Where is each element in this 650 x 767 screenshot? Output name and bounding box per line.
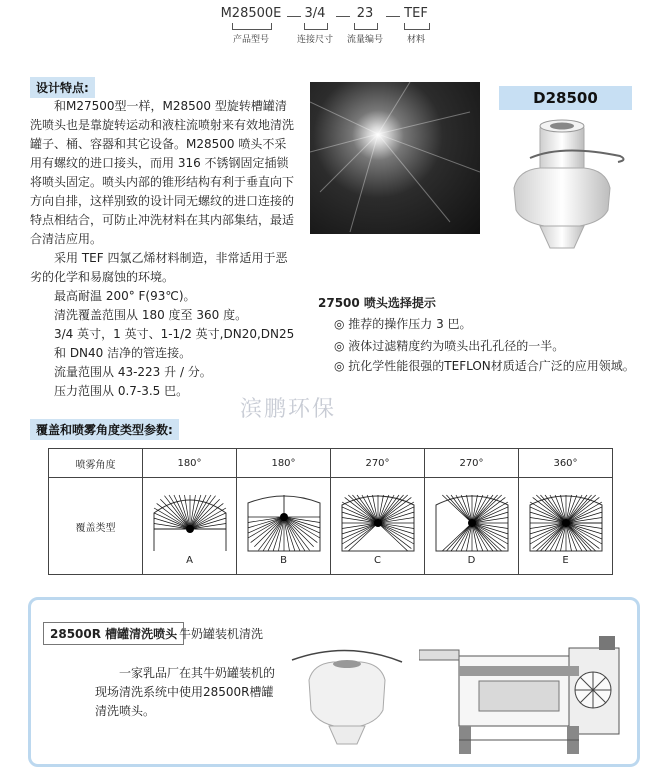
application-nozzle-drawing — [287, 640, 407, 755]
coverage-pattern-d — [434, 493, 510, 553]
spec-line: 压力范围从 0.7-3.5 巴。 — [54, 384, 189, 398]
type-cell — [237, 478, 331, 575]
filling-machine-drawing — [419, 636, 629, 758]
type-cell — [425, 478, 519, 575]
spec-line: 流量范围从 43-223 升 / 分。 — [54, 365, 212, 379]
type-cell — [331, 478, 425, 575]
type-row — [49, 478, 613, 575]
nozzle-drawing — [500, 118, 635, 258]
material-code: TEF — [404, 6, 428, 21]
coverage-pattern-c — [340, 493, 416, 553]
tip-item: ◎ 推荐的操作压力 3 巴。 — [334, 317, 472, 331]
filling-machine-image — [419, 636, 629, 758]
design-paragraph: 和M27500型一样，M28500 型旋转槽罐清洗喷头也是靠旋转运动和液柱流喷射来有效地清洗罐子、桶、容器和其它设备。M28500 喷头不采用有螺纹的进口接头，而用 316 不锈钢固定插锁将喷头固定。喷头内部的锥形结构有利于垂直向下方向自排，这样别致的设计同无螺纹的进口连接的特点相结合，可防止冲洗材料在其内部集结，最适合清洁应用。 — [30, 99, 295, 246]
row-label-type: 覆盖类型 — [49, 478, 143, 575]
coverage-pattern-b — [246, 493, 322, 553]
code-label-material: 材料 — [406, 35, 425, 45]
model-code: M28500E — [220, 6, 282, 21]
selection-tips — [318, 294, 638, 376]
type-letter: C — [374, 554, 381, 566]
type-letter: E — [562, 554, 569, 566]
angle-cell: 180° — [143, 449, 237, 478]
coverage-table — [48, 448, 613, 575]
type-cell — [143, 478, 237, 575]
coverage-pattern-e — [528, 493, 604, 553]
code-label-size: 连接尺寸 — [296, 35, 333, 45]
code-bracket — [404, 23, 430, 30]
type-letter: B — [280, 554, 287, 566]
type-cell — [519, 478, 613, 575]
application-title: 28500R 槽罐清洗喷头 — [43, 622, 184, 645]
code-bracket — [232, 23, 272, 30]
spray-streaks-image — [310, 82, 480, 234]
spray-photo — [310, 82, 480, 234]
application-nozzle-image — [287, 640, 407, 755]
code-separator — [386, 16, 400, 17]
design-heading: 设计特点: — [30, 77, 95, 98]
type-letter: D — [467, 554, 476, 566]
coverage-heading: 覆盖和喷雾角度类型参数: — [30, 419, 179, 440]
angle-cell: 270° — [425, 449, 519, 478]
design-text — [30, 97, 298, 401]
code-bracket — [304, 23, 328, 30]
tip-item: ◎ 液体过滤精度约为喷头出孔孔径的一半。 — [334, 339, 565, 353]
coverage-pattern-a — [152, 493, 228, 553]
product-title: D28500 — [499, 86, 632, 110]
design-paragraph: 采用 TEF 四氯乙烯材料制造，非常适用于恶劣的化学和易腐蚀的环境。 — [30, 251, 288, 284]
spec-line: 最高耐温 200° F(93℃)。 — [54, 289, 196, 303]
application-panel — [28, 597, 640, 767]
code-bracket — [354, 23, 378, 30]
code-label-model: 产品型号 — [232, 35, 269, 45]
code-separator — [336, 16, 350, 17]
angle-cell: 360° — [519, 449, 613, 478]
nozzle-image — [500, 118, 635, 258]
angle-cell: 180° — [237, 449, 331, 478]
code-label-flow: 流量编号 — [346, 35, 383, 45]
application-subtitle: 牛奶罐装机清洗 — [179, 627, 264, 641]
row-label-angle: 喷雾角度 — [49, 449, 143, 478]
model-code-header — [0, 6, 650, 46]
application-text: 一家乳品厂在其牛奶罐装机的现场清洗系统中使用28500R槽罐清洗喷头。 — [95, 666, 276, 718]
tip-item: ◎ 抗化学性能很强的TEFLON材质适合广泛的应用领域。 — [334, 359, 635, 373]
tips-heading: 27500 喷头选择提示 — [318, 296, 436, 310]
angle-row — [49, 449, 613, 478]
code-separator — [287, 16, 301, 17]
flow-code: 23 — [356, 6, 374, 21]
spec-line: 3/4 英寸，1 英寸、1-1/2 英寸,DN20,DN25 和 DN40 洁净的管连接。 — [54, 327, 295, 360]
spec-line: 清洗覆盖范围从 180 度至 360 度。 — [54, 308, 248, 322]
angle-cell: 270° — [331, 449, 425, 478]
size-code: 3/4 — [304, 6, 326, 21]
watermark: 滨鹏环保 — [240, 397, 337, 422]
type-letter: A — [186, 554, 193, 566]
